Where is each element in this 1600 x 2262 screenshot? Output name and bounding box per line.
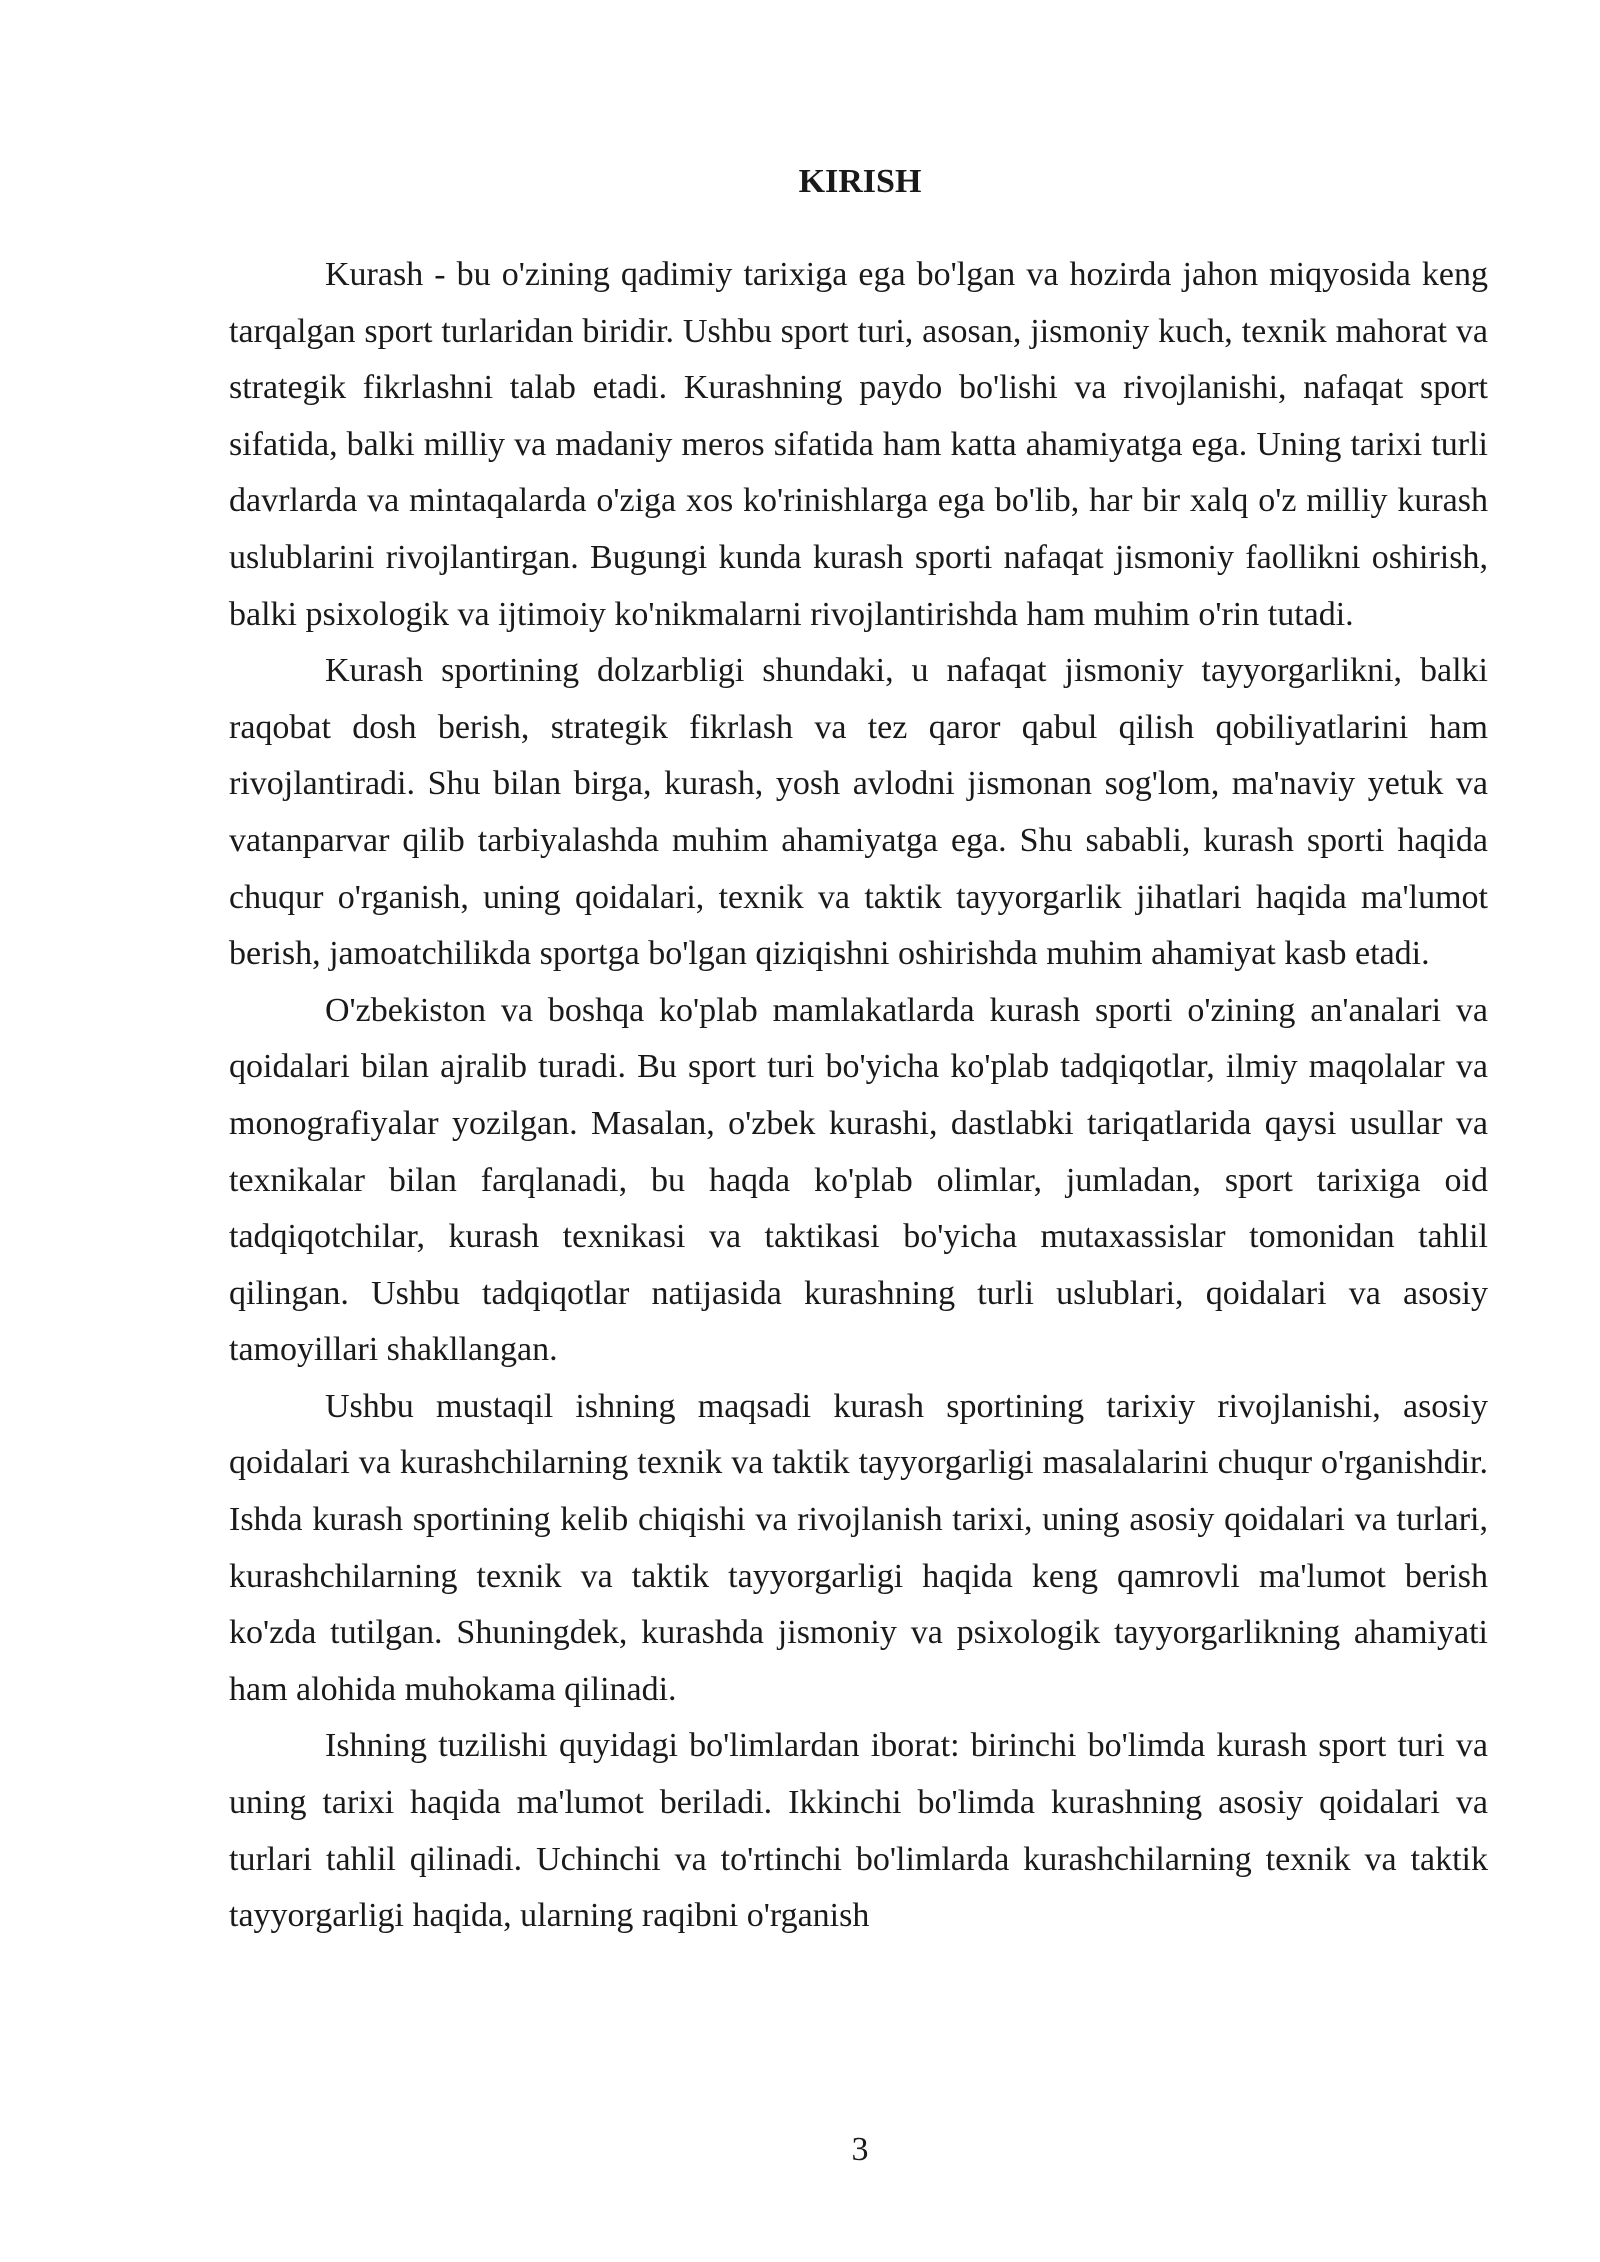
page-number: 3 xyxy=(851,2131,869,2168)
page-heading: KIRISH xyxy=(798,163,922,200)
paragraph: Kurash - bu o'zining qadimiy tarixiga ega bo'lgan va hozirda jahon miqyosida keng tarqalgan sport turlaridan biridir. Ushbu sport turi, asosan, jismoniy kuch, texnik mahorat va strategik fikrlashni talab etadi. Kurashning paydo bo'lishi va rivojlanishi, nafaqat sport sifatida, balki milliy va madaniy meros sifatida ham katta ahamiyatga ega. Uning tarixi turli davrlarda va mintaqalarda o'ziga xos ko'rinishlarga ega bo'lib, har bir xalq o'z milliy kurash uslublarini rivojlantirgan. Bugungi kunda kurash sporti nafaqat jismoniy faollikni oshirish, balki psixologik va ijtimoiy ko'nikmalarni rivojlantirishda ham muhim o'rin tutadi. xyxy=(229,256,1488,633)
paragraph: Ishning tuzilishi quyidagi bo'limlardan iborat: birinchi bo'limda kurash sport turi va uning tarixi haqida ma'lumot beriladi. Ikkinchi bo'limda kurashning asosiy qoidalari va turlari tahlil qilinadi. Uchinchi va to'rtinchi bo'limlarda kurashchilarning texnik va taktik tayyorgarligi haqida, ularning raqibni o'rganish xyxy=(229,1727,1488,1935)
paragraph: Kurash sportining dolzarbligi shundaki, u nafaqat jismoniy tayyorgarlikni, balki raqobat dosh berish, strategik fikrlash va tez qaror qabul qilish qobiliyatlarini ham rivojlantiradi. Shu bilan birga, kurash, yosh avlodni jismonan sog'lom, ma'naviy yetuk va vatanparvar qilib tarbiyalashda muhim ahamiyatga ega. Shu sababli, kurash sporti haqida chuqur o'rganish, uning qoidalari, texnik va taktik tayyorgarlik jihatlari haqida ma'lumot berish, jamoatchilikda sportga bo'lgan qiziqishni oshirishda muhim ahamiyat kasb etadi. xyxy=(229,652,1488,973)
paragraph: O'zbekiston va boshqa ko'plab mamlakatlarda kurash sporti o'zining an'analari va qoidalari bilan ajralib turadi. Bu sport turi bo'yicha ko'plab tadqiqotlar, ilmiy maqolalar va monografiyalar yozilgan. Masalan, o'zbek kurashi, dastlabki tariqatlarida qaysi usullar va texnikalar bilan farqlanadi, bu haqda ko'plab olimlar, jumladan, sport tarixiga oid tadqiqotchilar, kurash texnikasi va taktikasi bo'yicha mutaxassislar tomonidan tahlil qilingan. Ushbu tadqiqotlar natijasida kurashning turli uslublari, qoidalari va asosiy tamoyillari shakllangan. xyxy=(229,991,1488,1369)
body-text xyxy=(229,247,1488,1945)
paragraph: Ushbu mustaqil ishning maqsadi kurash sportining tarixiy rivojlanishi, asosiy qoidalari va kurashchilarning texnik va taktik tayyorgarligi masalalarini chuqur o'rganishdir. Ishda kurash sportining kelib chiqishi va rivojlanish tarixi, uning asosiy qoidalari va turlari, kurashchilarning texnik va taktik tayyorgarligi haqida keng qamrovli ma'lumot berish ko'zda tutilgan. Shuningdek, kurashda jismoniy va psixologik tayyorgarlikning ahamiyati ham alohida muhokama qilinadi. xyxy=(229,1387,1488,1708)
